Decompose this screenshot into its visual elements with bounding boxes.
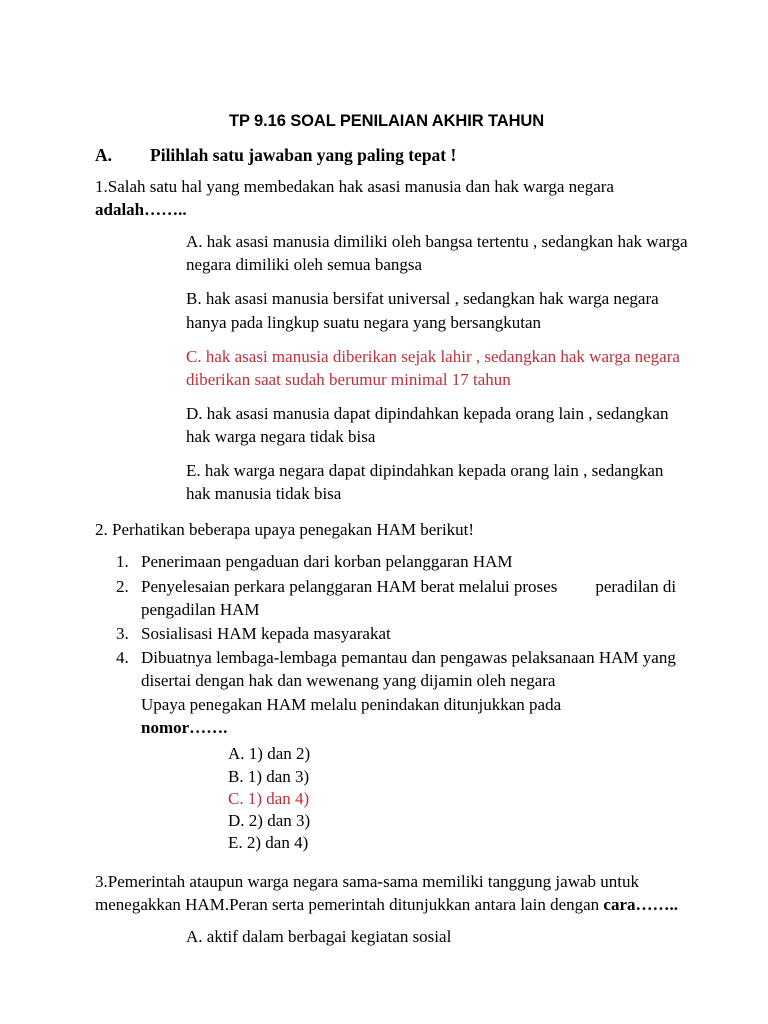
page-title: TP 9.16 SOAL PENILAIAN AKHIR TAHUN bbox=[228, 112, 545, 130]
section-a-heading bbox=[95, 145, 690, 166]
question-2-option-d[interactable]: D. 2) dan 3) bbox=[228, 811, 311, 831]
section-a-heading-text: Pilihlah satu jawaban yang paling tepat ! bbox=[150, 145, 457, 165]
list-item-text: Penerimaan pengaduan dari korban pelanggaran HAM bbox=[141, 552, 513, 572]
list-item bbox=[95, 622, 690, 645]
question-1-option-a[interactable]: A. hak asasi manusia dimiliki oleh bangsa tertentu , sedangkan hak warga negara dimiliki oleh semua bangsa bbox=[186, 232, 688, 275]
question-1-option-d[interactable]: D. hak asasi manusia dapat dipindahkan kepada orang lain , sedangkan hak warga negara tidak bisa bbox=[186, 403, 669, 446]
spacer-before-question-3 bbox=[95, 855, 690, 870]
question-2-continuation-tail bbox=[95, 716, 690, 739]
list-item-marker: 1. bbox=[116, 552, 129, 572]
question-2 bbox=[95, 518, 690, 854]
question-2-option-e[interactable]: E. 2) dan 4) bbox=[228, 833, 309, 853]
question-2-option-b[interactable]: B. 1) dan 3) bbox=[228, 766, 310, 786]
list-item bbox=[95, 550, 690, 573]
question-1-option-c[interactable]: C. hak asasi manusia diberikan sejak lahir , sedangkan hak warga negara diberikan saat sudah berumur minimal 17 tahun bbox=[186, 346, 680, 389]
question-1-option-b[interactable]: B. hak asasi manusia bersifat universal , sedangkan hak warga negara hanya pada lingkup suatu negara yang bersangkutan bbox=[186, 289, 659, 332]
question-1 bbox=[95, 175, 690, 505]
question-1-option-e[interactable]: E. hak warga negara dapat dipindahkan kepada orang lain , sedangkan hak manusia tidak bisa bbox=[186, 461, 664, 504]
list-item-text-part1: Penyelesaian perkara pelanggaran HAM berat melalui proses bbox=[141, 576, 558, 596]
question-3-options bbox=[95, 925, 690, 948]
list-item-marker: 2. bbox=[116, 576, 129, 596]
question-1-stem bbox=[95, 175, 680, 221]
question-2-option-c[interactable]: C. 1) dan 4) bbox=[228, 788, 310, 808]
list-item-text: Sosialisasi HAM kepada masyarakat bbox=[141, 623, 391, 643]
question-2-option-a[interactable]: A. 1) dan 2) bbox=[228, 744, 311, 764]
question-2-options bbox=[95, 743, 690, 854]
question-3-option-a[interactable]: A. aktif dalam berbagai kegiatan sosial bbox=[186, 926, 452, 946]
question-3-stem-bold-tail: cara…….. bbox=[603, 894, 678, 914]
question-2-continuation-text: Upaya penegakan HAM melalu penindakan ditunjukkan pada bbox=[141, 695, 562, 715]
question-3-stem-text: 3.Pemerintah ataupun warga negara sama-sama memiliki tanggung jawab untuk menegakkan HAM.Peran serta pemerintah ditunjukkan antara lain dengan bbox=[95, 871, 639, 914]
list-item-marker: 4. bbox=[116, 647, 129, 667]
question-1-stem-text: 1.Salah satu hal yang membedakan hak asasi manusia dan hak warga negara bbox=[95, 177, 614, 196]
question-1-options bbox=[95, 230, 690, 505]
question-2-continuation-bold-tail: nomor……. bbox=[141, 718, 228, 738]
question-3 bbox=[95, 870, 690, 948]
list-item-text-part2: peradilan di pengadilan HAM bbox=[141, 576, 677, 619]
list-item bbox=[95, 646, 690, 692]
question-2-stem: 2. Perhatikan beberapa upaya penegakan HAM berikut! bbox=[95, 520, 475, 540]
question-1-stem-bold-tail: adalah…….. bbox=[95, 200, 187, 220]
list-item-text: Dibuatnya lembaga-lembaga pemantau dan pengawas pelaksanaan HAM yang disertai dengan hak dan wewenang yang dijamin oleh negara bbox=[141, 647, 676, 690]
section-a-label: A. bbox=[95, 145, 113, 165]
list-item-marker: 3. bbox=[116, 623, 129, 643]
list-item bbox=[95, 575, 690, 621]
question-2-continuation bbox=[95, 693, 690, 716]
question-3-stem bbox=[95, 870, 680, 916]
question-2-item-list bbox=[95, 550, 690, 692]
